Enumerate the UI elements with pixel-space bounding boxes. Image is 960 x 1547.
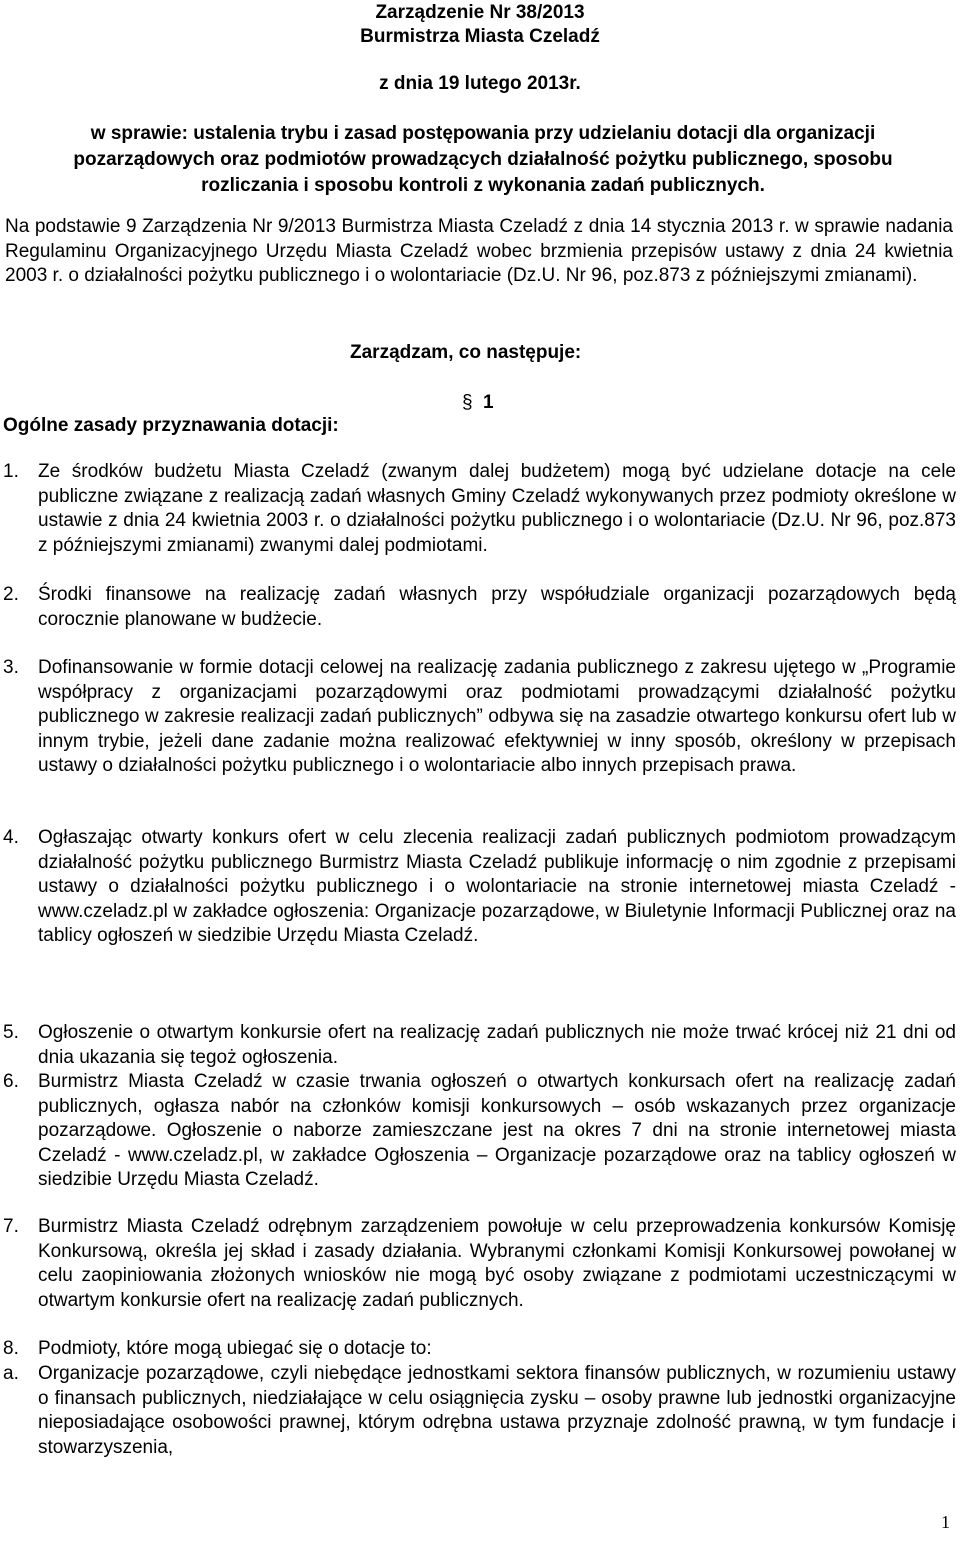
- list-item-number: 4.: [3, 827, 19, 848]
- document-subject: w sprawie: ustalenia trybu i zasad postępowania przy udzielaniu dotacji dla organizacji pozarządowych oraz podmiotów prowadzących działalność pożytku publicznego, sposobu rozliczania i sposobu kontroli z wykonania zadań publicznych.: [73, 123, 893, 196]
- section-number: 1: [483, 392, 494, 413]
- list-item: Ogłoszenie o otwartym konkursie ofert na realizację zadań publicznych nie może trwać krócej niż 21 dni od dnia ukazania się tegoż ogłoszenia.: [38, 1022, 956, 1068]
- list-item: Środki finansowe na realizację zadań własnych przy współudziale organizacji pozarządowych będą corocznie planowane w budżecie.: [38, 584, 956, 630]
- list-item: Ze środków budżetu Miasta Czeladź (zwanym dalej budżetem) mogą być udzielane dotacje na cele publiczne związane z realizacją zadań własnych Gminy Czeladź wykonywanych przez podmioty określone w ustawie z dnia 24 kwietnia 2003 r. o działalności pożytku publicznego i o wolontariacie (Dz.U. Nr 96, poz.873 z późniejszymi zmianami) zwanymi dalej podmiotami.: [38, 461, 956, 556]
- list-item: Burmistrz Miasta Czeladź w czasie trwania ogłoszeń o otwartych konkursach ofert na realizację zadań publicznych, ogłasza nabór na członków komisji konkursowych – osób wskazanych przez organizacje pozarządowe. Ogłoszenie o naborze zamieszczane jest na okres 7 dni na stronie internetowej miasta Czeladź - www.czeladz.pl, w zakładce Ogłoszenia – Organizacje pozarządowe oraz na tablicy ogłoszeń w siedzibie Urzędu Miasta Czeladź.: [38, 1071, 956, 1190]
- list-item-number: 2.: [3, 584, 19, 605]
- section-title: Ogólne zasady przyznawania dotacji:: [3, 415, 339, 436]
- document-title: Zarządzenie Nr 38/2013: [375, 2, 585, 23]
- preamble-paragraph: Na podstawie 9 Zarządzenia Nr 9/2013 Burmistrza Miasta Czeladź z dnia 14 stycznia 2013 r. w sprawie nadania Regulaminu Organizacyjnego Urzędu Miasta Czeladź wobec brzmienia przepisów ustawy z dnia 24 kwietnia 2003 r. o działalności pożytku publicznego i o wolontariacie (Dz.U. Nr 96, poz.873 z późniejszymi zmianami).: [5, 216, 953, 286]
- list-item-number: 6.: [3, 1071, 19, 1092]
- list-item-number: 8.: [3, 1338, 19, 1359]
- list-item: Organizacje pozarządowe, czyli niebędące jednostkami sektora finansów publicznych, w rozumieniu ustawy o finansach publicznych, niedziałające w celu osiągnięcia zysku – osoby prawne lub jednostki organizacyjne nieposiadające osobowości prawnej, którym odrębna ustawa przyznaje zdolność prawną, w tym fundacje i stowarzyszenia,: [38, 1363, 956, 1458]
- list-item-number: 5.: [3, 1022, 19, 1043]
- document-issuer: Burmistrza Miasta Czeladź: [360, 26, 600, 47]
- page-number: 1: [941, 1512, 950, 1532]
- list-item-number: 3.: [3, 657, 19, 678]
- list-item: Ogłaszając otwarty konkurs ofert w celu zlecenia realizacji zadań publicznych podmiotom prowadzącym działalność pożytku publicznego Burmistrz Miasta Czeladź publikuje informację o nim zgodnie z przepisami ustawy o działalności pożytku publicznego i o wolontariacie na stronie internetowej miasta Czeladź - www.czeladz.pl w zakładce ogłoszenia: Organizacje pozarządowe, w Biuletynie Informacji Publicznej oraz na tablicy ogłoszeń w siedzibie Urzędu Miasta Czeladź.: [38, 827, 956, 946]
- decree-statement: Zarządzam, co następuje:: [350, 342, 582, 363]
- list-item-number: 1.: [3, 461, 19, 482]
- section-sign-icon: §: [462, 392, 473, 413]
- list-item: Podmioty, które mogą ubiegać się o dotacje to:: [38, 1338, 432, 1359]
- list-item-number: a.: [3, 1363, 19, 1384]
- list-item: Burmistrz Miasta Czeladź odrębnym zarządzeniem powołuje w celu przeprowadzenia konkursów Komisję Konkursową, określa jej skład i zasady działania. Wybranymi członkami Komisji Konkursowej powołanej w celu zaopiniowania złożonych wniosków nie mogą być osoby związane z podmiotami uczestniczącymi w otwartym konkursie ofert na realizację zadań publicznych.: [38, 1216, 956, 1311]
- list-item-number: 7.: [3, 1216, 19, 1237]
- document-date: z dnia 19 lutego 2013r.: [379, 73, 581, 94]
- list-item: Dofinansowanie w formie dotacji celowej na realizację zadania publicznego z zakresu ujętego w „Programie współpracy z organizacjami pozarządowymi oraz podmiotami prowadzącymi działalność pożytku publicznego w zakresie realizacji zadań publicznych” odbywa się na zasadzie otwartego konkursu ofert lub w innym trybie, jeżeli dane zadanie można realizować efektywniej w inny sposób, określony w przepisach ustawy o działalności pożytku publicznego i o wolontariacie albo innych przepisach prawa.: [38, 657, 956, 776]
